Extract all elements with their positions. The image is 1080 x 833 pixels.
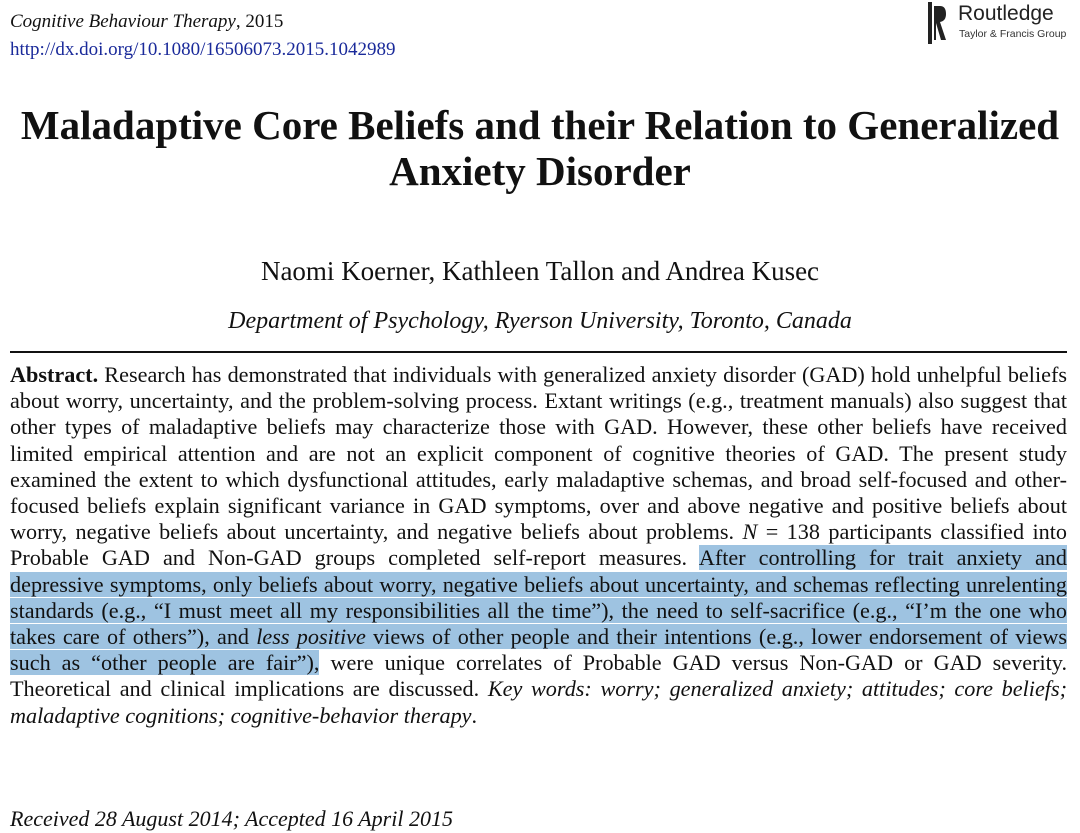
doi-link[interactable]: http://dx.doi.org/10.1080/16506073.2015.1042989 bbox=[10, 39, 396, 60]
section-divider bbox=[10, 351, 1067, 353]
journal-header bbox=[10, 8, 395, 64]
journal-citation bbox=[10, 8, 395, 36]
abstract-n-symbol: N bbox=[742, 519, 758, 545]
publisher-logo bbox=[928, 2, 1073, 44]
abstract-keywords: Key words: worry; generalized anxiety; attitudes; core beliefs; maladaptive cognitions; cognitive-behavior therapy bbox=[10, 676, 1067, 728]
abstract-text-2: = 138 participants classified into Probable GAD and Non-GAD groups completed self-report measures. bbox=[10, 519, 1067, 571]
highlighted-text-2[interactable]: views of other people and their intentions (e.g., lower endorsement of views such as “other people are fair”), bbox=[10, 624, 1068, 676]
abstract-label: Abstract. bbox=[10, 362, 99, 387]
highlighted-text-italic[interactable]: less positive bbox=[256, 624, 366, 650]
abstract-end: . bbox=[471, 702, 478, 728]
routledge-logo-icon bbox=[928, 2, 948, 44]
article-title: Maladaptive Core Beliefs and their Relation to Generalized Anxiety Disorder bbox=[20, 102, 1060, 194]
highlighted-text-1[interactable]: After controlling for trait anxiety and depressive symptoms, only beliefs about worry, negative beliefs about uncertainty, and schemas reflecting unrelenting standards (e.g., “I must meet all my responsibilities all the time”), the need to self-sacrifice (e.g., “I’m the one who takes care of others”), and bbox=[10, 545, 1067, 650]
publisher-group: Taylor & Francis Group bbox=[959, 28, 1067, 40]
received-dates: Received 28 August 2014; Accepted 16 April 2015 bbox=[10, 806, 453, 831]
abstract-text-1: Research has demonstrated that individuals with generalized anxiety disorder (GAD) hold unhelpful beliefs about worry, uncertainty, and the problem-solving process. Extant writings (e.g., treatment manuals) also suggest that other types of maladaptive beliefs may characterize those with GAD. However, these other beliefs have received limited empirical attention and are not an explicit component of cognitive theories of GAD. The present study examined the extent to which dysfunctional attitudes, early maladaptive schemas, and broad self-focused and other-focused beliefs explain significant variance in GAD symptoms, over and above negative and positive beliefs about worry, negative beliefs about uncertainty, and negative beliefs about problems. bbox=[10, 362, 1067, 545]
abstract-paragraph bbox=[10, 362, 1067, 729]
journal-year: , 2015 bbox=[235, 11, 284, 32]
abstract-text-3: were unique correlates of Probable GAD versus Non-GAD or GAD severity. Theoretical and clinical implications are discussed. bbox=[10, 650, 1067, 702]
journal-name: Cognitive Behaviour Therapy bbox=[10, 11, 236, 32]
publisher-name: Routledge bbox=[958, 2, 1054, 25]
article-authors: Naomi Koerner, Kathleen Tallon and Andrea Kusec bbox=[260, 256, 820, 286]
author-affiliation: Department of Psychology, Ryerson University, Toronto, Canada bbox=[228, 308, 852, 334]
